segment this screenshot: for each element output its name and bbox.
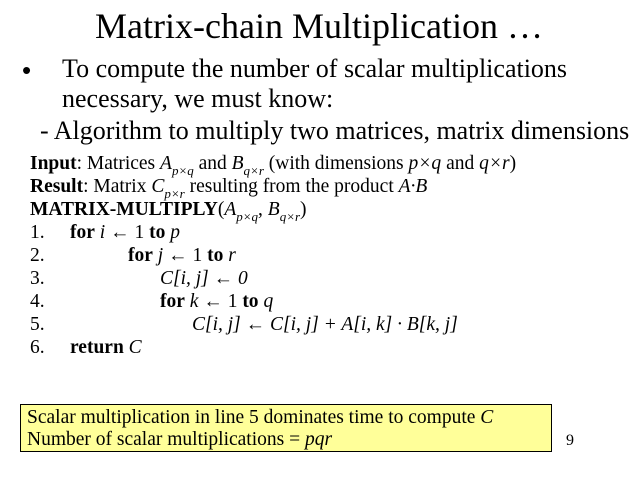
keyword: for (128, 245, 153, 266)
slide-title: Matrix-chain Multiplication … (95, 6, 543, 46)
keyword: to (242, 291, 259, 312)
matrix-c-dims: p×r (164, 186, 185, 201)
input-dims-pxq: p×q (408, 153, 442, 174)
matrix-a: A (160, 153, 172, 174)
param-b-dims: q×r (279, 209, 301, 224)
note-text: Scalar multiplication in line 5 dominates time to compute (27, 407, 481, 428)
result-tail: resulting from the product (184, 176, 399, 197)
line-text: ← 1 (198, 291, 243, 312)
param-b: B (267, 199, 280, 220)
line-text: ← 1 (163, 245, 208, 266)
result-product: A·B (398, 176, 428, 197)
bullet-marker: • (22, 55, 32, 85)
note-text: Number of scalar multiplications = (27, 429, 305, 450)
algorithm-input-line (30, 153, 516, 176)
algorithm-line (30, 222, 516, 245)
line-number: 3. (30, 268, 45, 289)
loop-var: i (99, 222, 106, 243)
keyword: for (70, 222, 95, 243)
algorithm-line (30, 291, 516, 314)
param-a: A (224, 199, 237, 220)
input-dims-qxr: q×r (479, 153, 510, 174)
matrix-b: B (231, 153, 244, 174)
line-text: C[i, j] ← C[i, j] + A[i, k] · B[k, j] (192, 314, 458, 335)
loop-var: j (157, 245, 164, 266)
line-number: 2. (30, 245, 45, 266)
algorithm-line (30, 314, 516, 337)
note-line-1 (27, 407, 551, 429)
input-close: ) (509, 153, 517, 174)
loop-var: k (189, 291, 199, 312)
line-number: 4. (30, 291, 45, 312)
input-text: : Matrices (76, 153, 161, 174)
result-text: : Matrix (83, 176, 152, 197)
keyword: return (70, 337, 124, 358)
algorithm-line (30, 245, 516, 268)
page-number: 9 (566, 432, 574, 449)
line-number: 6. (30, 337, 45, 358)
keyword: for (160, 291, 185, 312)
input-label: Input (30, 153, 77, 174)
note-var: pqr (304, 429, 333, 450)
input-tail: (with dimensions (263, 153, 409, 174)
loop-bound: r (228, 245, 236, 266)
loop-bound: q (263, 291, 274, 312)
sub-bullet-text: - Algorithm to multiply two matrices, matrix dimensions (40, 116, 630, 145)
result-label: Result (30, 176, 84, 197)
line-number: 5. (30, 314, 45, 335)
param-a-dims: p×q (236, 209, 259, 224)
line-number: 1. (30, 222, 45, 243)
note-line-2 (27, 429, 551, 451)
procedure-name: MATRIX-MULTIPLY (30, 199, 218, 220)
line-text: ← 1 (105, 222, 150, 243)
matrix-a-dims: p×q (171, 163, 194, 178)
keyword: to (149, 222, 166, 243)
algorithm-line (30, 337, 516, 360)
algorithm-block (30, 153, 516, 360)
input-and: and (441, 153, 480, 174)
note-box (20, 404, 552, 452)
matrix-c: C (151, 176, 165, 197)
line-text: C[i, j] ← 0 (160, 268, 248, 289)
keyword: to (207, 245, 224, 266)
loop-bound: p (170, 222, 180, 243)
return-value: C (128, 337, 142, 358)
algorithm-line (30, 268, 516, 291)
matrix-b-dims: q×r (243, 163, 264, 178)
input-mid: and (193, 153, 232, 174)
algorithm-result-line (30, 176, 516, 199)
bullet-text: To compute the number of scalar multiplications necessary, we must know: (62, 54, 568, 113)
note-var: C (480, 407, 494, 428)
procedure-header: MATRIX-$MULTIPLY(A_{p\times q}$, $B_{q\times r}$) (30, 199, 307, 224)
